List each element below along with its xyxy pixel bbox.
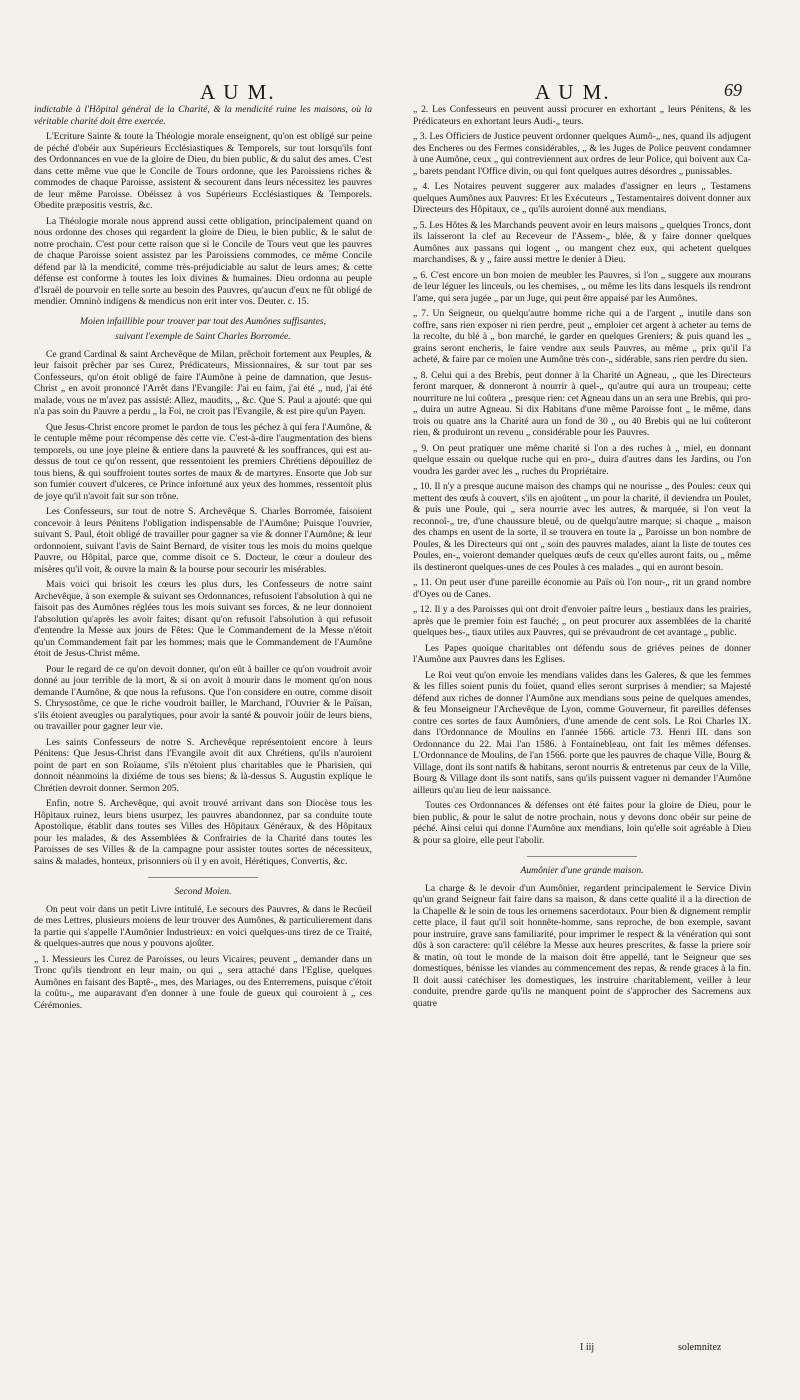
section-divider bbox=[527, 856, 637, 857]
section-divider bbox=[148, 877, 258, 878]
quoted-paragraph: „ 10. Il n'y a presque aucune maison des champs qui ne nourisse „ des Poules: ceux qui mettent des œufs à couvert, s'ils en ajoûtent „ un pour la charité, il deviendra un Poulet, & puis une Poule, qui „ sera nourrie avec les autres, & marquée, si l'on veut la reconnoî-„ tre, d'une chaussure bleuë, ou de quelqu'autre marque; si chaque „ maison des champs en usent de la sorte, il se trouvera en toute la „ Paroisse un bon nombre de Poules, & les Directeurs qui ont „ soin des pauvres malades, aiant la liste de toutes ces Poules, en-„ voieront demander quelques œufs de ceux qu'elles auront faits, ou „ même ils destineront quelques-unes de ces Poules à ces malades „ qui en auront besoin. bbox=[413, 481, 751, 573]
quoted-paragraph: „ 9. On peut pratiquer une même charité si l'on a des ruches à „ miel, en donnant quelque essain ou quelque ruche qui en pro-„ duira d'autres dans les Jardins, ou l'on voudra les garder avec les „ ruches du Propriétaire. bbox=[413, 442, 751, 477]
paragraph: Les saints Confesseurs de notre S. Archevêque représentoient encore à leurs Pénitens: Que Jesus-Christ dans l'Evangile avoit dit aux Chrétiens, qu'ils n'auroient point de part en son Roïaume, s'ils n'étoient plus charitables que le Pharisien, qui donnoit néanmoins la dixiéme de tous ses biens; & là-dessus S. Augustin explique le Chrétien devroit donner. Sermon 205. bbox=[34, 736, 372, 794]
section-subheading: suivant l'exemple de Saint Charles Borromée. bbox=[115, 331, 291, 342]
signature-mark: I iij bbox=[580, 1342, 595, 1353]
right-column bbox=[413, 104, 751, 1340]
paragraph: La Théologie morale nous apprend aussi cette obligation, principalement quand on nous ordonne des choses qui regardent la gloire de Dieu, le bien public, & le salut de notre prochain. C'est pour cette raison que si le Concile de Tours veut que les pauvres de chaque Paroisse soient assistez par les Paroissiens commodes, ce même Concile défend par là la mendicité, comme très-préjudiciable au salut de leurs ames; & cette défense est conforme à toutes les loix divines & humaines. Dieu ordonna au peuple d'Israël de pourvoir en telle sorte au besoin des Pauvres, qu'aucun d'eux ne fût obligé de mendier. Omninò indigens & mendicus non erit inter vos. Deuter. c. 15. bbox=[34, 215, 372, 307]
section-heading: Moien infaillible pour trouver par tout des Aumônes suffisantes, bbox=[80, 315, 326, 327]
left-column bbox=[34, 104, 372, 1340]
quoted-paragraph: „ 11. On peut user d'une pareille économie au Païs où l'on nour-„ rit un grand nombre d'Oyes ou de Canes. bbox=[413, 577, 751, 600]
quoted-paragraph: „ 7. Un Seigneur, ou quelqu'autre homme riche qui a de l'argent „ inutile dans son coffre, sans rien exposer ni rien perdre, peut „ emploier cet argent à acheter au tems de la recolte, du blé à „ bon marché, le garder en quelques Greniers; & puis quand les „ grains seront encheris, le faire vendre aux seuls Pauvres, au même „ prix qu'il l'a acheté, & faire par ce moïen une Aumône très con-„ sidérable, sans rien perdre du sien. bbox=[413, 308, 751, 365]
section-heading: Aumônier d'une grande maison. bbox=[520, 865, 644, 876]
section-heading: Second Moien. bbox=[174, 886, 232, 897]
paragraph: Pour le regard de ce qu'on devoit donner, qu'on eût à bailler ce qu'on voudroit avoir donné au jour terrible de la mort, & si on avoit à mourir dans le moment qu'on nous demande l'Aumône, & que nous la refusons. Que l'on considere en outre, comme disoit S. Chrysostôme, ce que le riche voudroit bailler, le Marchand, l'Ouvrier & le Païsan, s'ils étoient aveugles ou paralytiques, pour avoir la santé & pouvoir joüir de leurs biens, ou travailler pour gagner leur vie. bbox=[34, 663, 372, 732]
paragraph: Mais voici qui brisoit les cœurs les plus durs, les Confesseurs de notre saint Archevêque, à son exemple & suivant ses Ordonnances, refusoient l'absolution à qui ne faisoit pas des Aumônes réglées tous les mois suivant ses forces, & ne leur donnoient l'absolution qu'après les avoir faites; disant qu'on refusoit l'absolution à qui refusoit d'entendre la Messe aux jours de Fêtes: Que le Commandement de la Messe n'étoit qu'un Commandement fait par les hommes; mais que le Commandement de l'Aumône étoit de Jesus-Christ même. bbox=[34, 579, 372, 659]
quoted-paragraph: „ 1. Messieurs les Curez de Paroisses, ou leurs Vicaires, peuvent „ demander dans un Tronc qu'ils tiendront en leur main, ou qui „ sera attaché dans l'Eglise, quelques Aumônes en faisant des Baptê-„ mes, des Mariages, ou des Enterremens, puisque c'étoit la coûtu-„ me auparavant d'en donner à une foule de gueux qui couroient à „ ces Cérémonies. bbox=[34, 953, 372, 1011]
continued-paragraph: indictable à l'Hôpital général de la Charité, & la mendicité ruine les maisons, où la véritable charité doit être exercée. bbox=[34, 104, 372, 127]
paragraph: Enfin, notre S. Archevêque, qui avoit trouvé arrivant dans son Diocèse tous les Hôpitaux ruinez, leurs biens usurpez, les pauvres abandonnez, par sa conduite toute Apostolique, établit dans toutes ses Villes des Hôpitaux Généraux, & des Hôpitaux pour les malades, & des Assemblées & Confrairies de la Charité dans toutes les Paroisses de ses Villes & de la campagne pour assister toutes sortes de nécessiteux, sains & malades, honteux, prisonniers où il y en avoit, Hérétiques, Convertis, &c. bbox=[34, 798, 372, 867]
paragraph: Les Confesseurs, sur tout de notre S. Archevêque S. Charles Borromée, faisoient concevoir à leurs Pénitens l'obligation indispensable de l'Aumône; Puisque l'ouvrier, suivant S. Paul, étoit obligé de travailler pour gagner sa vie & donner l'Aumône; & leur ordonnoient, suivant l'avis de Saint Bernard, de visiter tous les mois du moins quelque Pauvre, ou Hôpital, parce que, comme disoit ce S. Docteur, le cœur a douleur des misères qu'il voit, & ouvre la main & la bourse pour secourir les misérables. bbox=[34, 506, 372, 575]
quoted-paragraph: „ 8. Celui qui a des Brebis, peut donner à la Charité un Agneau, „ que les Directeurs feront marquer, & donneront à nourrir à quel-„ qu'autre qui aura un troupeau; cette nourriture ne lui coûtera „ presque rien: cet Agneau dans un an sera une Brebis, qui pro-„ duira un autre Agneau. Si dix Habitans d'une même Paroisse font „ le même, dans trois ou quatre ans la Charité aura un fond de 30 „ ou 40 Brebis qui ne lui coûteront rien, & produiront un revenu „ considérable pour les Pauvres. bbox=[413, 369, 751, 438]
catchword: solemnitez bbox=[678, 1342, 722, 1353]
running-head-right: A U M. bbox=[535, 80, 611, 104]
paragraph: Que Jesus-Christ encore promet le pardon de tous les péchez à qui fera l'Aumône, & le centuple même pour récompense dès cette vie. C'est-à-dire l'augmentation des biens temporels, ou une joye pleine & entiere dans la pauvreté & les souffrances, qui est au-dessus de tout ce qu'on ressent, que ressentoient les premiers Chrétiens dépouillez de tous biens, & qui souffroient toutes sortes de maux & de martyres. Ensorte que Job sur son fumier couvert d'ulceres, ce Prince infortuné aux yeux des hommes, ressentoit plus de joye qu'il n'avoit fait sur son trône. bbox=[34, 421, 372, 502]
paragraph: Le Roi veut qu'on envoie les mendians valides dans les Galeres, & que les femmes & les filles soient punis du foüet, quand elles seront surprises à mendier; sa Majesté défend aux riches de donner l'Aumône aux mendians sous peine de quelques amendes, & feu Monseigneur l'Archevêque de Lyon, comme Gouverneur, fit pareilles défenses contre ces sortes de faux Aumôniers, d'une amende de cent sols. Le Roi Charles IX. dans l'Ordonnance de Moulins en l'année 1566. article 73. Henri III. dans son Ordonnance du 22. Mai l'an 1586. à Fontainebleau, ont fait les mêmes défenses. L'Ordonnance de Moulins, de l'an 1566. porte que les pauvres de chaque Ville, Bourg & Village, dont ils sont natifs & habitans, seront nourris & entretenus par ceux de la Ville, Bourg & Village dont ils sont natifs, sans qu'ils puissent vaguer ni demander l'Aumône ailleurs qu'au lieu de leur naissance. bbox=[413, 669, 751, 796]
quoted-paragraph: „ 12. Il y a des Paroisses qui ont droit d'envoier paître leurs „ bestiaux dans les prairies, après que le premier foin est fauché; „ on peut procurer aux assemblées de la charité quelques bes-„ tiaux utiles aux Pauvres, qui se prévaudront de cet avantage „ public. bbox=[413, 604, 751, 638]
quoted-paragraph: „ 4. Les Notaires peuvent suggerer aux malades d'assigner en leurs „ Testamens quelques Aumônes aux Pauvres: Et les Exécuteurs „ Testamentaires doivent donner aux Directeurs des Hôpitaux, ce „ qu'ils auroient donné aux mendians. bbox=[413, 181, 751, 215]
quoted-paragraph: „ 6. C'est encore un bon moien de meubler les Pauvres, si l'on „ suggere aux mourans de leur léguer les linceuls, ou les chemises, „ ou même les lits dans lesquels ils rendront l'ame, qui sera jugée „ par un Juge, qui peut être appaisé par les Aumônes. bbox=[413, 269, 751, 304]
quoted-paragraph: „ 5. Les Hôtes & les Marchands peuvent avoir en leurs maisons „ quelques Troncs, dont ils laisseront la clef au Receveur de l'Assem-„ blée, & y faire donner quelques Aumônes aux passans qui logent „ ou mangent chez eux, qui achetent quelques marchandises, & y „ faire aussi mettre le denier à Dieu. bbox=[413, 219, 751, 265]
paragraph: On peut voir dans un petit Livre intitulé, Le secours des Pauvres, & dans le Recüeil de mes Lettres, plusieurs moiens de leur trouver des Aumônes, & particulierement dans la partie qui s'appelle l'Aumônier Industrieux: en voici quelques-uns tirez de ce Traité, & quelques-autres que nous y pouvons ajoûter. bbox=[34, 903, 372, 949]
paragraph: La charge & le devoir d'un Aumônier, regardent principalement le Service Divin qu'un grand Seigneur fait faire dans sa maison, & dans cette qualité il a la direction de la Chapelle & le soin de tous les ornemens sacerdotaux. Pour bien & dignement remplir cette place, il faut qu'il soit honnête-homme, sans reproche, de bon exemple, savant pour instruire, grave sans familiarité, pour imprimer le respect & la vénération qui sont dûs à son caractere: qu'il célébre la Messe aux heures prescrites, & fasse la priere soir & matin, où tout le monde de la maison doit être appellé, tant le Seigneur que ses domestiques, bénisse les viandes au commencement des repas, & rende graces à la fin. Il doit aussi catéchiser les domestiques, les instruire charitablement, veiller à leur conduite, prendre garde qu'ils ne manquent point de s'approcher des Sacremens aux quatre bbox=[413, 882, 751, 1009]
paragraph: Les Papes quoique charitables ont défendu sous de griéves peines de donner l'Aumône aux Pauvres dans les Eglises. bbox=[413, 642, 751, 665]
page-number: 69 bbox=[724, 80, 742, 100]
paragraph: Ce grand Cardinal & saint Archevêque de Milan, prêchoit fortement aux Peuples, & leur faisoit prêcher par ses Curez, Prédicateurs, Missionnaires, & sur tout par ses Confesseurs, qu'on étoit obligé de faire l'Aumône à peine de damnation, que Jesus-Christ „ en avoit prononcé l'Arrêt dans l'Evangile: J'ai eu faim, j'ai été „ nud, j'ai été malade, vous ne m'avez pas assisté: Allez, maudits, „ &c. Que S. Paul a ajouté: que qui n'a pas soin du Pauvre a perdu „ la Foi, ne croit pas l'Evangile, & est pire qu'un Payen. bbox=[34, 348, 372, 417]
quoted-paragraph: „ 3. Les Officiers de Justice peuvent ordonner quelques Aumô-„ nes, quand ils adjugent des Encheres ou des Fermes considérables, „ & les Juges de Police peuvent condamner à une Aumône, ceux „ qui contreviennent aux ordres de leur Police, qui boivent aux Ca-„ barets pendant l'Office divin, ou qui font quelques autres désordres „ punissables. bbox=[413, 131, 751, 177]
paragraph: L'Ecriture Sainte & toute la Théologie morale enseignent, qu'on est obligé sur peine de péché d'obéir aux Supérieurs Ecclésiastiques & Temporels, sur tout lorsqu'ils font des Ordonnances en vue de la gloire de Dieu, du bien public, & du salut des ames. C'est dans cette même vue que le Concile de Tours ordonne, que les Paroissiens riches & commodes de chaque Paroisse, assistent & secourent dans leurs nécessitez les pauvres de leur même Paroisse. Obéissez à vos Supérieurs Ecclésiastiques & Temporels. Obedite præpositis vestris, &c. bbox=[34, 131, 372, 211]
quoted-paragraph: „ 2. Les Confesseurs en peuvent aussi procurer en exhortant „ leurs Pénitens, & les Prédicateurs en exhortant leurs Audi-„ teurs. bbox=[413, 104, 751, 127]
paragraph: Toutes ces Ordonnances & défenses ont été faites pour la gloire de Dieu, pour le bien public, & pour le salut de notre prochain, nous y devons donc obéir sur peine de péché. Ainsi celui qui donne l'Aumône aux mendians, loin qu'elle soit agréable à Dieu & pour sa gloire, elle peut l'abolir. bbox=[413, 800, 751, 846]
running-head-left: A U M. bbox=[200, 80, 276, 104]
